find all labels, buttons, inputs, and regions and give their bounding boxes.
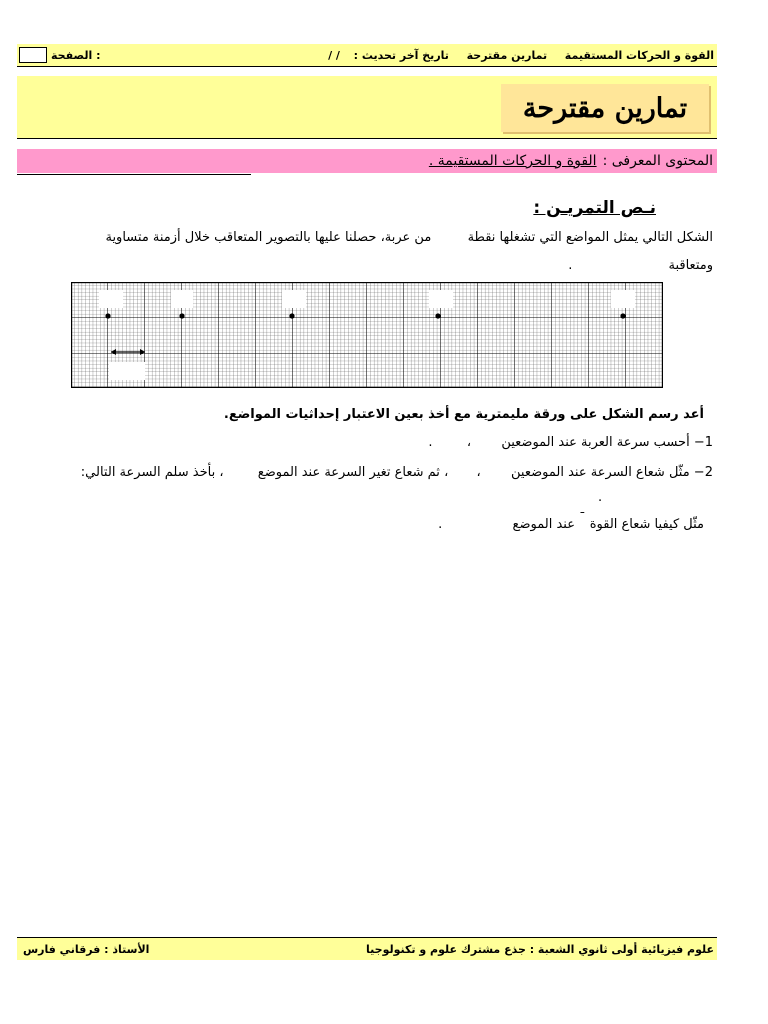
content-underline — [17, 174, 251, 175]
question-2-a: 2− مثّل شعاع السرعة عند الموضعين — [511, 465, 713, 480]
page-number-box — [19, 47, 47, 63]
page-label: الصفحة : — [51, 48, 101, 62]
scale-label-box — [109, 362, 145, 380]
question-2-d: ، بأخذ سلم السرعة التالي: — [80, 465, 224, 480]
question-3-d: . — [438, 517, 443, 532]
position-point-5 — [620, 313, 625, 318]
exercise-text-line1-a: الشكل التالي يمثل المواضع التي تشغلها نقطة — [467, 230, 713, 245]
question-redraw: أعد رسم الشكل على ورقة مليمترية مع أخذ بعين الاعتبار إحداثيات المواضع. — [223, 407, 704, 422]
vector-bar: ¯ — [579, 511, 586, 526]
page-header — [17, 44, 717, 67]
page-number-area — [17, 47, 101, 63]
update-label: تاريخ آخر تحديث : — [353, 48, 449, 62]
coarse-grid — [71, 282, 663, 388]
header-course: القوة و الحركات المستقيمة — [564, 48, 714, 62]
question-1-c: . — [428, 435, 433, 450]
question-1-b: ، — [466, 435, 472, 450]
label-box-4 — [429, 290, 453, 308]
exercise-text-line2-a: ومتعاقبة — [668, 258, 713, 273]
page-footer — [17, 937, 717, 960]
question-3-c: عند الموضع — [512, 517, 575, 532]
footer-teacher: الأستاذ : فرقاني فارس — [23, 942, 150, 956]
position-point-1 — [105, 313, 110, 318]
label-box-1 — [99, 290, 123, 308]
page-title: تمارين مقترحة — [501, 84, 709, 132]
position-point-3 — [289, 313, 294, 318]
question-2 — [81, 465, 713, 480]
header-section: تمارين مقترحة — [466, 48, 548, 62]
question-3 — [438, 511, 704, 532]
content-band — [17, 149, 717, 173]
question-2-b: ، — [476, 465, 481, 480]
grid-svg — [71, 282, 663, 388]
exercise-text-line2 — [568, 258, 713, 273]
footer-course-info: علوم فيزيائية أولى ثانوي الشعبة : جذع مشترك علوم و تكنولوجيا — [366, 942, 714, 956]
millimeter-grid-figure — [71, 282, 663, 392]
position-point-2 — [179, 313, 184, 318]
question-2-c: ، ثم شعاع تغير السرعة عند الموضع — [257, 465, 449, 480]
exercise-text-line1 — [105, 230, 713, 245]
question-1 — [428, 435, 713, 450]
label-box-3 — [282, 290, 306, 308]
update-date: / / — [328, 48, 340, 62]
content-value: القوة و الحركات المستقيمة . — [428, 153, 597, 169]
exercise-text-line2-end: . — [568, 258, 573, 273]
question-3-a: مثّل كيفيا شعاع القوة — [589, 517, 704, 532]
question-1-a: 1− أحسب سرعة العربة عند الموضعين — [501, 435, 713, 450]
title-band — [17, 76, 717, 139]
exercise-text-line1-b: من عربة، حصلنا عليها بالتصوير المتعاقب خلال أزمنة متساوية — [105, 230, 432, 245]
label-box-5 — [611, 290, 635, 308]
label-box-2 — [171, 290, 193, 308]
question-2-dot: . — [598, 490, 603, 505]
position-point-4 — [435, 313, 440, 318]
content-label: المحتوى المعرفى : — [602, 153, 713, 169]
header-info — [328, 49, 717, 62]
exercise-heading: نـص التمريـن : — [533, 198, 656, 218]
